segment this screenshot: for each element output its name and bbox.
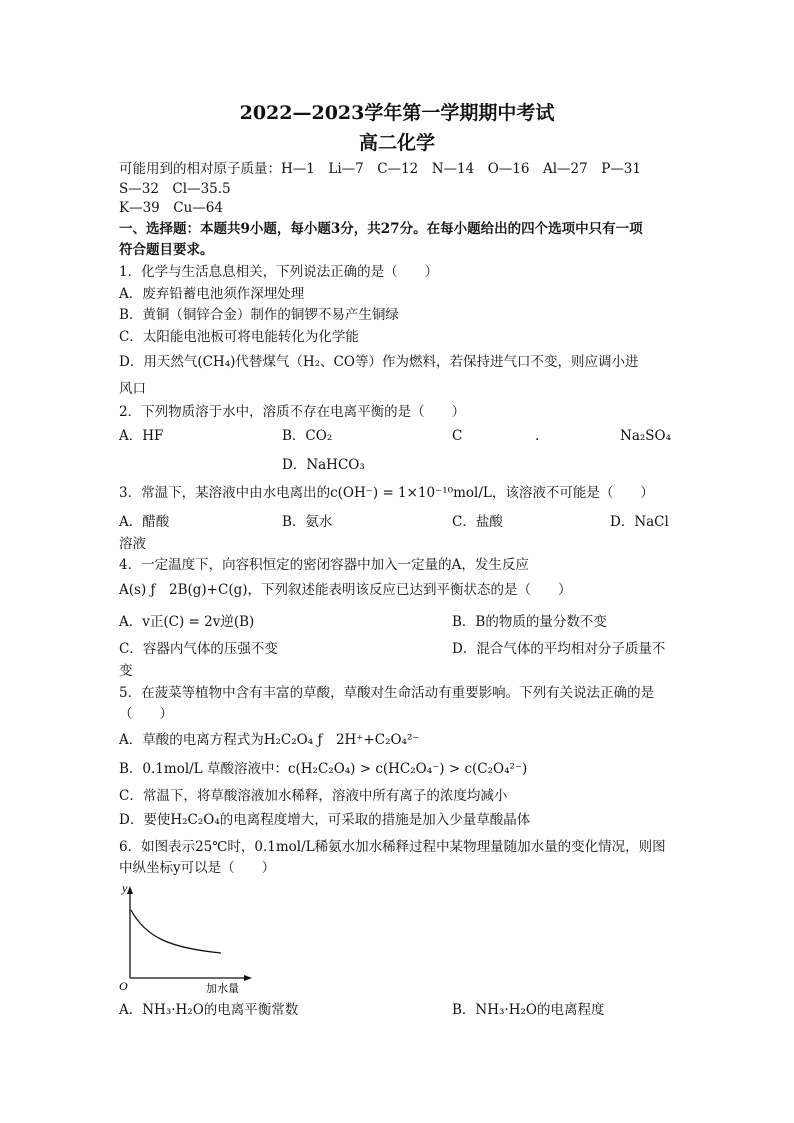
q4-option-d-cont: 变 <box>119 663 133 679</box>
dilution-graph <box>116 880 256 995</box>
q4-stem: 4．一定温度下，向容积恒定的密闭容器中加入一定量的A，发生反应 <box>119 557 529 573</box>
q4-option-d: D．混合气体的平均相对分子质量不 <box>452 641 666 657</box>
q2-option-c: C <box>452 428 463 444</box>
q5-stem: 5．在菠菜等植物中含有丰富的草酸，草酸对生命活动有重要影响。下列有关说法正确的是 <box>119 685 655 701</box>
atomic-mass-line-1: 可能用到的相对原子质量：H—1 Li—7 C—12 N—14 O—16 Al—27 P—31 <box>119 161 641 177</box>
q2-option-b: B．CO₂ <box>282 428 333 444</box>
q4-option-b: B．B的物质的量分数不变 <box>452 614 607 630</box>
q5-option-c: C．常温下，将草酸溶液加水稀释，溶液中所有离子的浓度均减小 <box>119 788 508 804</box>
q6-option-a: A．NH₃·H₂O的电离平衡常数 <box>119 1002 299 1018</box>
q4-stem-equation: A(s) ƒ 2B(g)+C(g)，下列叙述能表明该反应已达到平衡状态的是（ ） <box>119 582 572 598</box>
q3-option-d: D．NaCl <box>610 514 669 530</box>
section-heading-cont: 符合题目要求。 <box>119 242 214 258</box>
q5-option-d: D．要使H₂C₂O₄的电离程度增大，可采取的措施是加入少量草酸晶体 <box>119 812 531 828</box>
q2-option-a: A．HF <box>119 428 164 444</box>
q3-stem: 3．常温下，某溶液中由水电离出的c(OH⁻) = 1×10⁻¹⁰mol/L，该溶液不可能是（ ） <box>119 485 654 501</box>
q5-option-a: A．草酸的电离方程式为H₂C₂O₄ ƒ 2H⁺+C₂O₄²⁻ <box>119 732 420 748</box>
q1-option-b: B．黄铜（铜锌合金）制作的铜锣不易产生铜绿 <box>119 307 399 323</box>
q5-stem-cont: （ ） <box>119 706 173 722</box>
q1-stem: 1．化学与生活息息相关，下列说法正确的是（ ） <box>119 264 439 280</box>
q6-stem-cont: 中纵坐标y可以是（ ） <box>119 860 276 876</box>
q4-option-a: A．v正(C) = 2v逆(B) <box>119 614 255 630</box>
exam-title: 2022—2023学年第一学期期中考试 <box>239 102 555 124</box>
x-axis-arrow-icon <box>244 975 252 981</box>
section-heading: 一、选择题：本题共9小题，每小题3分，共27分。在每小题给出的四个选项中只有一项 <box>119 221 643 237</box>
x-axis-label: 加水量 <box>206 982 239 995</box>
q6-option-b: B．NH₃·H₂O的电离程度 <box>452 1002 605 1018</box>
q1-option-c: C．太阳能电池板可将电能转化为化学能 <box>119 329 359 345</box>
exam-subject: 高二化学 <box>358 132 435 154</box>
q5-option-b: B．0.1mol/L 草酸溶液中：c(H₂C₂O₄) > c(HC₂O₄⁻) > c(C₂O₄²⁻) <box>119 761 528 777</box>
q3-option-c: C．盐酸 <box>452 514 503 530</box>
q2-option-dot: . <box>535 428 540 444</box>
q1-option-d-cont: 风口 <box>119 381 146 397</box>
q2-stem: 2．下列物质溶于水中，溶质不存在电离平衡的是（ ） <box>119 404 466 420</box>
atomic-mass-line-3: K—39 Cu—64 <box>119 200 223 216</box>
y-axis-arrow-icon <box>127 886 133 894</box>
atomic-mass-line-2: S—32 Cl—35.5 <box>119 181 231 197</box>
q2-option-d: D．NaHCO₃ <box>282 457 365 473</box>
y-axis-label: y <box>122 881 128 895</box>
decay-curve <box>131 910 221 953</box>
q2-option-na2so4: Na₂SO₄ <box>620 428 672 444</box>
q1-option-d: D．用天然气(CH₄)代替煤气（H₂、CO等）作为燃料，若保持进气口不变，则应调小进 <box>119 354 639 370</box>
q3-option-d-cont: 溶液 <box>119 536 146 552</box>
q3-option-a: A．醋酸 <box>119 514 170 530</box>
q4-option-c: C．容器内气体的压强不变 <box>119 641 278 657</box>
q6-stem: 6．如图表示25℃时，0.1mol/L稀氨水加水稀释过程中某物理量随加水量的变化情况，则图 <box>119 839 666 855</box>
origin-label: O <box>119 979 128 993</box>
q3-option-b: B．氨水 <box>282 514 333 530</box>
q1-option-a: A．废弃铅蓄电池须作深埋处理 <box>119 286 305 302</box>
